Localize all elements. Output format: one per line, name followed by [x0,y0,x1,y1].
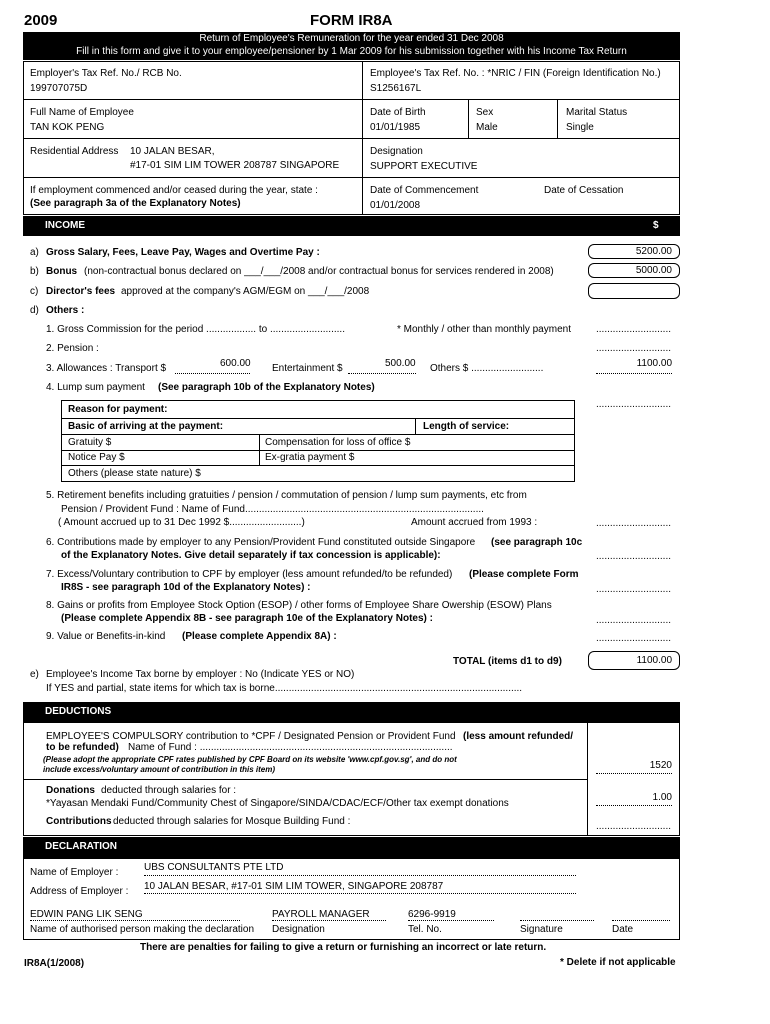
lump-compensation-label: Compensation for loss of office $ [265,437,411,448]
directors-fees-amount[interactable] [588,283,680,299]
header-subtitle-1: Return of Employee's Remuneration for the year ended 31 Dec 2008 [199,33,504,44]
cell-divider [557,99,558,138]
item-c-label: Director's fees [46,286,116,297]
address-line-2: #17-01 SIM LIM TOWER 208787 SINGAPORE [130,160,340,171]
item-d-label: Others : [46,305,85,316]
row-divider [23,138,680,139]
total-amount[interactable]: 1100.00 [588,651,680,670]
penalty-notice: There are penalties for failing to give a return or furnishing an incorrect or late return. [140,942,547,953]
item-c-desc: approved at the company's AGM/EGM on ___/___/2008 [121,286,370,297]
item-d1-note: * Monthly / other than monthly payment [397,324,571,335]
deductions-divider [587,722,588,836]
item-a-label: Gross Salary, Fees, Leave Pay, Wages and Overtime Pay : [46,247,320,258]
table-rule [61,434,575,435]
sex-value: Male [476,122,498,133]
item-d6-line1: 6. Contributions made by employer to any Pension/Provident Fund constituted outside Singapore [46,537,476,548]
table-rule [61,465,575,466]
employment-note-ref: (See paragraph 3a of the Explanatory Notes) [30,198,241,209]
employment-note: If employment commenced and/or ceased during the year, state : [30,185,318,196]
currency-symbol: $ [653,220,659,231]
lump-reason-label: Reason for payment: [68,404,168,415]
employer-address-label: Address of Employer : [30,886,129,897]
item-d8-amount: ........................... [596,615,672,626]
item-d6-ref1: (see paragraph 10c [491,537,583,548]
address-line-1: 10 JALAN BESAR, [130,146,215,157]
form-code: IR8A(1/2008) [24,958,85,969]
item-d5-line2: Pension / Provident Fund : Name of Fund...................................................................................... [61,504,484,515]
header-subtitle-2: Fill in this form and give it to your employee/pensioner by 1 Mar 2009 for his submission together with his Income Tax Return [76,46,627,57]
employee-name-label: Full Name of Employee [30,107,134,118]
item-e-line1: Employee's Income Tax borne by employer : No (Indicate YES or NO) [46,669,355,680]
employee-tax-ref-label: Employee's Tax Ref. No. : *NRIC / FIN (Foreign Identification No.) [370,68,661,79]
item-d7-line1: 7. Excess/Voluntary contribution to CPF by employer (less amount refunded/to be refunded) [46,569,453,580]
date-dots[interactable] [612,920,670,921]
cpf-line2: to be refunded) [46,742,119,753]
signature-label: Signature [520,924,563,935]
donations-line2: *Yayasan Mendaki Fund/Community Chest of Singapore/SINDA/CDAC/ECF/Other tax exempt donations [46,798,509,809]
row-divider [23,99,680,100]
cpf-amount: 1520 [649,760,672,771]
lump-gratuity-label: Gratuity $ [68,437,112,448]
employer-name-dots [144,875,576,876]
employer-tax-ref-label: Employer's Tax Ref. No./ RCB No. [30,68,182,79]
cpf-line1: EMPLOYEE'S COMPULSORY contribution to *CPF / Designated Pension or Provident Fund [46,731,456,742]
tel-dots [408,920,494,921]
item-d9: 9. Value or Benefits-in-kind [46,631,166,642]
contributions-amount: ........................... [596,821,672,832]
item-d2-amount: ........................... [596,343,672,354]
address-label: Residential Address [30,146,119,157]
dob-value: 01/01/1985 [370,122,421,133]
authorised-label: Name of authorised person making the declaration [30,924,255,935]
row-divider [23,177,680,178]
income-header: INCOME [45,220,85,231]
income-header-bar [23,216,680,236]
designation-label: Designation [370,146,423,157]
transport-dots [175,373,250,374]
cpf-note-1: (Please adopt the appropriate CPF rates published by CPF Board on its website 'www.cpf.gov.sg', and do not [43,755,457,764]
allowances-amount: 1100.00 [636,358,672,369]
item-d4: 4. Lump sum payment [46,382,145,393]
item-d9-ref: (Please complete Appendix 8A) : [182,631,337,642]
signature-dots[interactable] [520,920,594,921]
donations-label: Donations [46,785,95,796]
lump-length-label: Length of service: [423,421,510,432]
item-d5-line1: 5. Retirement benefits including gratuities / pension / commutation of pension / lump sum payments, etc from [46,490,527,501]
form-title: FORM IR8A [310,12,393,29]
cpf-dots [596,773,672,774]
item-e-letter: e) [30,669,39,680]
others-allowance-label: Others $ .......................... [430,363,544,374]
declarant-designation-label: Designation [272,924,325,935]
item-d6-line2: of the Explanatory Notes. Give detail separately if tax concession is applicable): [61,550,441,561]
table-col-rule [259,434,260,465]
item-d5-amount: ........................... [596,518,672,529]
transport-amount: 600.00 [220,358,251,369]
cpf-note-2: include excess/voluntary amount of contribution in this item) [43,765,276,774]
employer-name-label: Name of Employer : [30,867,119,878]
authorised-name-dots [30,920,240,921]
lump-exgratia-label: Ex-gratia payment $ [265,452,355,463]
dob-label: Date of Birth [370,107,426,118]
deductions-header-bar [23,702,680,722]
deductions-header: DEDUCTIONS [45,706,112,717]
item-d1-amount: ........................... [596,324,672,335]
commencement-label: Date of Commencement [370,185,479,196]
cpf-fund-name: Name of Fund : ........................................................................................... [128,742,453,753]
item-d3-prefix: 3. Allowances : Transport $ [46,363,167,374]
cpf-ref1: (less amount refunded/ [463,731,574,742]
tel-value[interactable]: 6296-9919 [408,909,456,920]
marital-value: Single [566,122,594,133]
employer-address-value[interactable]: 10 JALAN BESAR, #17-01 SIM LIM TOWER, SINGAPORE 208787 [144,881,444,892]
designation-value: SUPPORT EXECUTIVE [370,161,478,172]
table-rule [61,418,575,419]
employer-name-value[interactable]: UBS CONSULTANTS PTE LTD [144,862,284,873]
item-d7-ref1: (Please complete Form [469,569,579,580]
date-label: Date [612,924,634,935]
declarant-designation-value[interactable]: PAYROLL MANAGER [272,909,370,920]
entertainment-amount: 500.00 [385,358,416,369]
marital-label: Marital Status [566,107,628,118]
commencement-value: 01/01/2008 [370,200,421,211]
sex-label: Sex [476,107,494,118]
lump-others-label: Others (please state nature) $ [68,468,201,479]
item-c-letter: c) [30,286,39,297]
contributions-label: Contributions [46,816,112,827]
item-b-letter: b) [30,266,39,277]
item-d8-line2: (Please complete Appendix 8B - see paragraph 10e of the Explanatory Notes) : [61,613,433,624]
employer-tax-ref-value: 199707075D [30,83,88,94]
item-d5-line3: ( Amount accrued up to 31 Dec 1992 $..........................) [58,517,305,528]
declaration-header: DECLARATION [45,841,118,852]
cessation-label: Date of Cessation [544,185,624,196]
contributions-desc: deducted through salaries for Mosque Building Fund : [113,816,351,827]
item-d-letter: d) [30,305,39,316]
donations-dots [596,805,672,806]
total-label: TOTAL (items d1 to d9) [453,656,562,667]
deductions-rule [23,779,587,780]
item-b-desc: (non-contractual bonus declared on ___/___/2008 and/or contractual bonus for services rendered in 2008) [84,266,554,277]
employee-name-value: TAN KOK PENG [30,122,105,133]
header-banner [23,32,680,60]
authorised-name-value[interactable]: EDWIN PANG LIK SENG [30,909,143,920]
declaration-header-bar [23,837,680,858]
salary-amount[interactable]: 5200.00 [588,244,680,259]
item-b-label: Bonus [46,266,78,277]
item-d7-line2: IR8S - see paragraph 10d of the Explanatory Notes) : [61,582,311,593]
item-d1: 1. Gross Commission for the period .................. to ........................... [46,324,345,335]
item-e-line2: If YES and partial, state items for which tax is borne......................................................................................... [46,683,523,694]
entertainment-label: Entertainment $ [272,363,343,374]
allowances-dots [596,373,672,374]
item-d4-ref: (See paragraph 10b of the Explanatory Notes) [158,382,375,393]
delete-note: * Delete if not applicable [560,957,676,968]
item-d5-line3b: Amount accrued from 1993 : [411,517,538,528]
item-a-letter: a) [30,247,39,258]
lump-sum-amount: ........................... [596,399,672,410]
donations-amount: 1.00 [652,792,672,803]
table-col-rule [415,418,416,434]
donations-desc: deducted through salaries for : [101,785,237,796]
lump-basis-label: Basic of arriving at the payment: [68,421,224,432]
bonus-amount[interactable]: 5000.00 [588,263,680,278]
employee-tax-ref-value: S1256167L [370,83,422,94]
item-d8-line1: 8. Gains or profits from Employee Stock Option (ESOP) / other forms of Employee Share Owership (ESOW) Plans [46,600,552,611]
cell-divider [468,99,469,138]
entertainment-dots [348,373,416,374]
item-d2: 2. Pension : [46,343,99,354]
designation-dots [272,920,386,921]
tel-label: Tel. No. [408,924,442,935]
lump-notice-label: Notice Pay $ [68,452,125,463]
item-d6-amount: ........................... [596,551,672,562]
employer-address-dots [144,893,576,894]
form-year: 2009 [24,12,58,29]
item-d9-amount: ........................... [596,633,672,644]
item-d7-amount: ........................... [596,584,672,595]
